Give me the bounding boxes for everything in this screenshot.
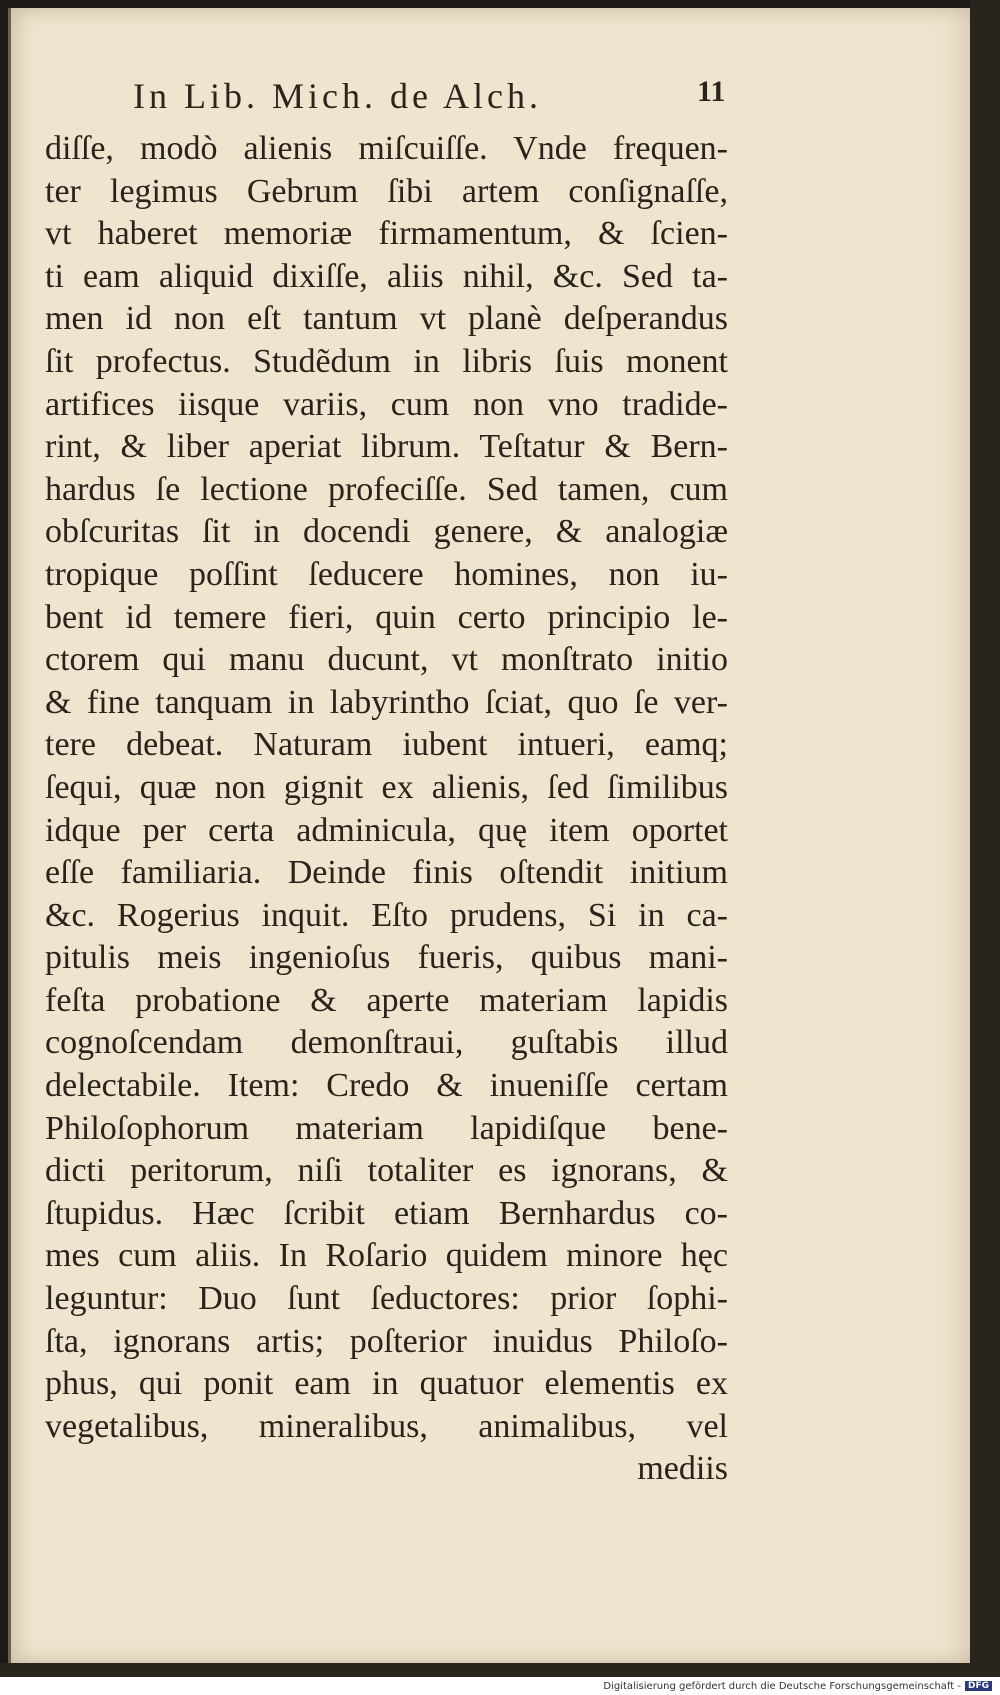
text-line: ſequi, quæ non gignit ex alienis, ſed ſimilibus <box>45 768 728 806</box>
text-line: pitulis meis ingenioſus fueris, quibus mani- <box>45 939 728 977</box>
body-text <box>45 128 728 1491</box>
scan-edge <box>970 0 1000 1665</box>
text-line: ter legimus Gebrum ſibi artem conſignaſſe, <box>45 172 728 210</box>
text-line: ſta, ignorans artis; poſterior inuidus Philoſo- <box>45 1322 728 1360</box>
text-line: Philoſophorum materiam lapidiſque bene- <box>45 1109 728 1147</box>
text-line: ſit profectus. Studẽdum in libris ſuis monent <box>45 342 728 380</box>
text-line: cognoſcendam demonſtraui, guſtabis illud <box>45 1024 728 1062</box>
text-line: ſtupidus. Hæc ſcribit etiam Bernhardus co- <box>45 1194 728 1232</box>
text-line: vegetalibus, mineralibus, animalibus, vel <box>45 1407 728 1445</box>
text-line: rint, & liber aperiat librum. Teſtatur & Bern- <box>45 428 728 466</box>
text-line: tropique poſſint ſeducere homines, non iu- <box>45 555 728 593</box>
text-line: bent id temere fieri, quin certo principio le- <box>45 598 728 636</box>
text-line: leguntur: Duo ſunt ſeductores: prior ſophi- <box>45 1280 728 1318</box>
text-line: men id non eſt tantum vt planè deſperandus <box>45 300 728 338</box>
text-line: hardus ſe lectione profeciſſe. Sed tamen, cum <box>45 470 728 508</box>
text-line: obſcuritas ſit in docendi genere, & analogiæ <box>45 513 728 551</box>
text-line: mes cum aliis. In Roſario quidem minore hęc <box>45 1237 728 1275</box>
catchword: mediis <box>637 1450 728 1488</box>
text-line: feſta probatione & aperte materiam lapidis <box>45 981 728 1019</box>
footer-text: Digitalisierung gefördert durch die Deutsche Forschungsgemeinschaft - <box>603 1680 961 1692</box>
text-line: diſſe, modò alienis miſcuiſſe. Vnde frequen- <box>45 130 728 167</box>
text-line: ti eam aliquid dixiſſe, aliis nihil, &c. Sed ta- <box>45 257 728 295</box>
text-line: delectabile. Item: Credo & inueniſſe certam <box>45 1067 728 1105</box>
text-line: tere debeat. Naturam iubent intueri, eamq; <box>45 726 728 764</box>
funding-footer <box>0 1677 1000 1695</box>
text-line: idque per certa adminicula, quę item oportet <box>45 811 728 849</box>
text-line: dicti peritorum, niſi totaliter es ignorans, & <box>45 1152 728 1190</box>
running-head: In Lib. Mich. de Alch. <box>133 76 542 116</box>
text-line: phus, qui ponit eam in quatuor elementis ex <box>45 1365 728 1403</box>
page-number: 11 <box>697 75 726 108</box>
text-line: ctorem qui manu ducunt, vt monſtrato initio <box>45 641 728 679</box>
text-line: artifices iisque variis, cum non vno tradide- <box>45 385 728 423</box>
text-line: & fine tanquam in labyrintho ſciat, quo ſe ver- <box>45 683 728 721</box>
text-line: &c. Rogerius inquit. Eſto prudens, Si in ca- <box>45 896 728 934</box>
dfg-logo: DFG <box>965 1681 992 1691</box>
text-line: vt haberet memoriæ firmamentum, & ſcien- <box>45 215 728 253</box>
text-line: eſſe familiaria. Deinde finis oſtendit initium <box>45 854 728 892</box>
